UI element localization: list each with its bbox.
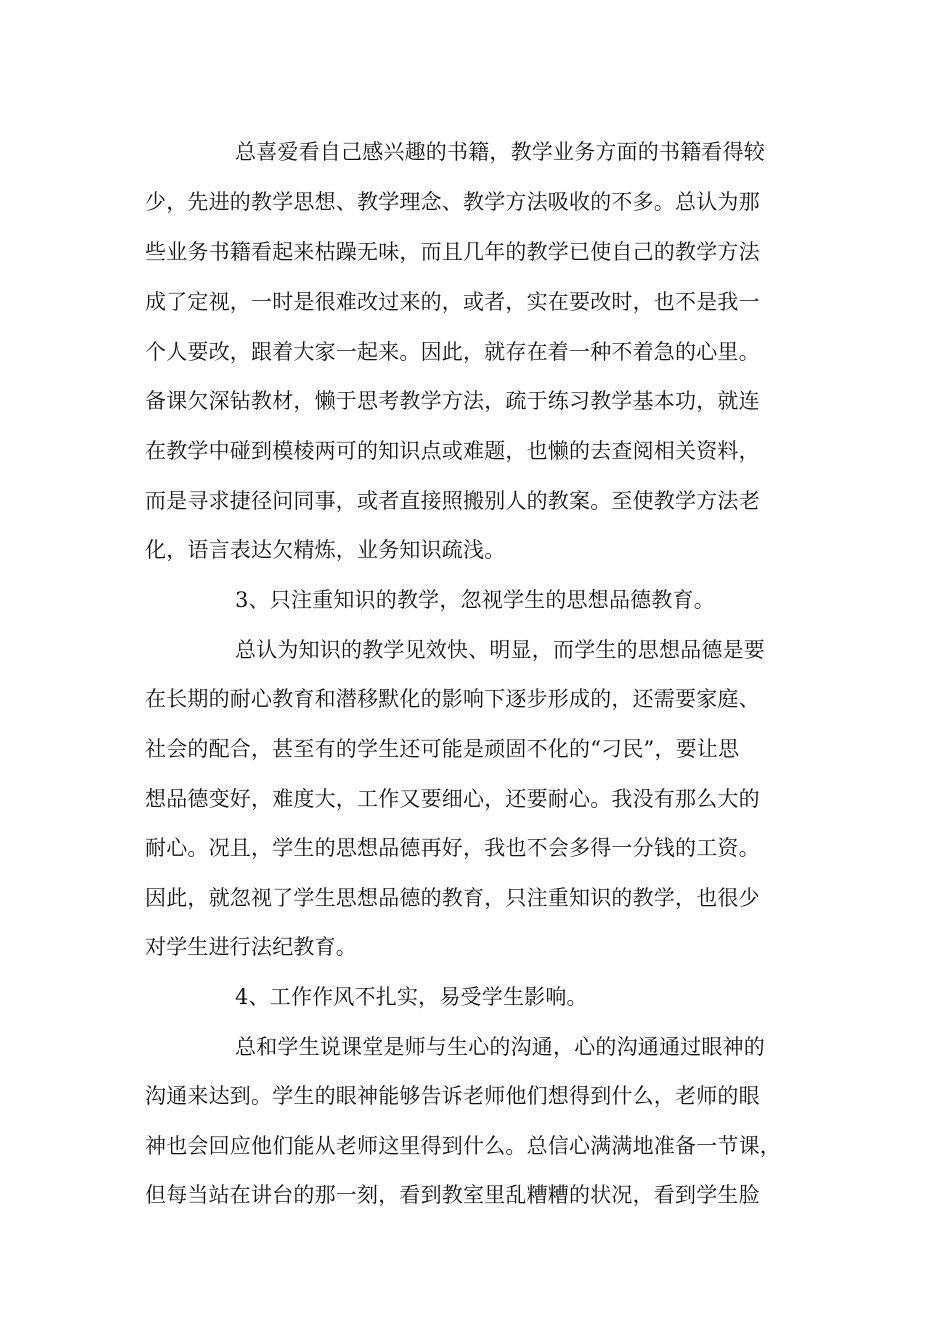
paragraph-line: 化，语言表达欠精炼，业务知识疏浅。 xyxy=(145,538,506,562)
paragraph-line: 但每当站在讲台的那一刻，看到教室里乱糟糟的状况，看到学生脸 xyxy=(145,1183,760,1207)
paragraph-line: 总和学生说课堂是师与生心的沟通，心的沟通通过眼神的 xyxy=(235,1035,765,1059)
paragraph-line: 而是寻求捷径问同事，或者直接照搬别人的教案。至使教学方法老 xyxy=(145,489,760,513)
paragraph-line: 神也会回应他们能从老师这里得到什么。总信心满满地准备一节课， xyxy=(145,1134,781,1158)
paragraph-line: 在长期的耐心教育和潜移默化的影响下逐步形成的，还需要家庭、 xyxy=(145,687,760,711)
paragraph-line: 少，先进的教学思想、教学理念、教学方法吸收的不多。总认为那 xyxy=(145,190,760,214)
paragraph-line: 些业务书籍看起来枯躁无味，而且几年的教学已使自己的教学方法 xyxy=(145,240,760,264)
section-heading-3: 3、只注重知识的教学，忽视学生的思想品德教育。 xyxy=(235,588,715,612)
section-heading-4: 4、工作作风不扎实，易受学生影响。 xyxy=(235,985,588,1009)
paragraph-line: 耐心。况且，学生的思想品德再好，我也不会多得一分钱的工资。 xyxy=(145,836,760,860)
paragraph-line: 个人要改，跟着大家一起来。因此，就存在着一种不着急的心里。 xyxy=(145,340,760,364)
paragraph-line: 总喜爱看自己感兴趣的书籍，教学业务方面的书籍看得较 xyxy=(235,140,765,164)
paragraph-line: 总认为知识的教学见效快、明显，而学生的思想品德是要 xyxy=(235,638,765,662)
paragraph-line: 社会的配合，甚至有的学生还可能是顽固不化的“刁民”，要让思 xyxy=(145,737,740,761)
paragraph-line: 因此，就忽视了学生思想品德的教育，只注重知识的教学，也很少 xyxy=(145,886,760,910)
paragraph-line: 成了定视，一时是很难改过来的，或者，实在要改时，也不是我一 xyxy=(145,290,760,314)
paragraph-line: 对学生进行法纪教育。 xyxy=(145,935,357,959)
paragraph-line: 沟通来达到。学生的眼神能够告诉老师他们想得到什么，老师的眼 xyxy=(145,1084,760,1108)
paragraph-line: 备课欠深钻教材，懒于思考教学方法，疏于练习教学基本功，就连 xyxy=(145,389,760,413)
paragraph-line: 在教学中碰到模棱两可的知识点或难题，也懒的去查阅相关资料， xyxy=(145,439,760,463)
paragraph-line: 想品德变好，难度大，工作又要细心，还要耐心。我没有那么大的 xyxy=(145,787,760,811)
